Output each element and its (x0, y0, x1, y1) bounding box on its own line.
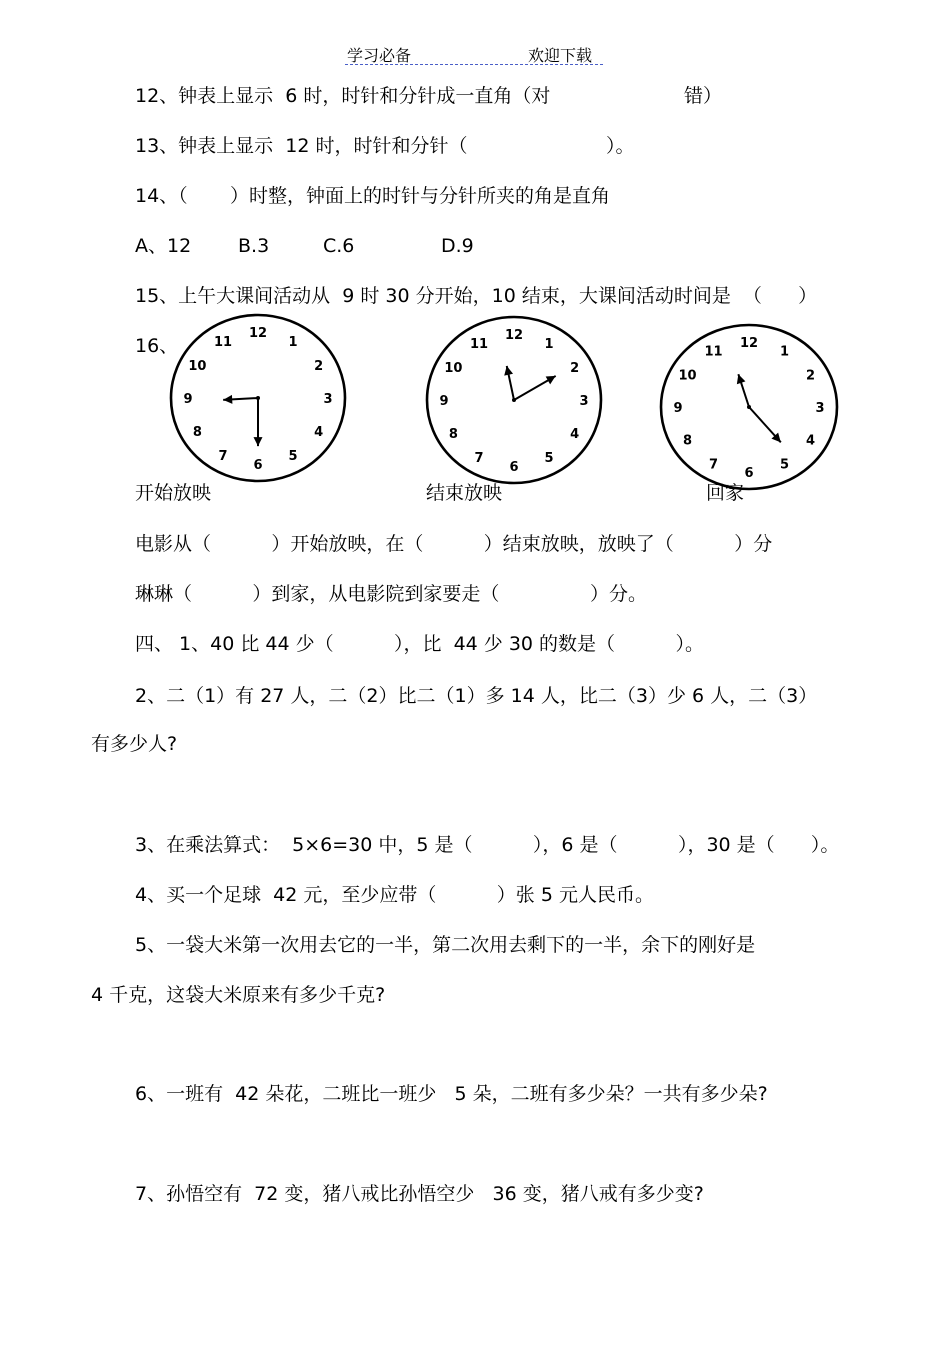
clock-number: 2 (570, 361, 580, 376)
clock-number: 7 (708, 457, 719, 473)
question-16-label: 16、 (135, 335, 179, 357)
clock-center (512, 398, 516, 402)
clock-center (747, 405, 751, 409)
question-14-option-a: A、12 (135, 235, 192, 257)
question-12: 12、钟表上显示 6 时，时针和分针成一直角（对 (135, 85, 551, 107)
clock-number: 6 (253, 458, 263, 473)
caption-home: 回家 (706, 482, 745, 504)
clock-number: 6 (744, 466, 754, 481)
clock-number: 9 (673, 401, 683, 416)
question-14-option-d: D.9 (441, 235, 474, 257)
clock-number: 8 (682, 433, 693, 449)
hour-hand (223, 395, 258, 404)
section-4-question-5: 5、一袋大米第一次用去它的一半，第二次用去剩下的一半，余下的刚好是 (135, 934, 756, 956)
hour-hand (737, 374, 749, 407)
clock-number: 11 (213, 334, 233, 350)
section-4-question-1: 四、 1、40 比 44 少（ ），比 44 少 30 的数是（ ）。 (135, 633, 704, 655)
minute-hand (749, 407, 781, 442)
clock-number: 10 (444, 361, 463, 376)
question-14-option-b: B.3 (238, 235, 270, 257)
clock-number: 4 (314, 425, 324, 440)
clock-number: 9 (183, 392, 193, 407)
question-16-line-2: 琳琳（ ）到家，从电影院到家要走（ ）分。 (135, 583, 647, 605)
minute-hand (514, 376, 556, 400)
clock-number: 12 (248, 326, 268, 341)
question-13: 13、钟表上显示 12 时，时针和分针（ (135, 135, 468, 157)
clock-number: 8 (192, 425, 202, 440)
clock-number: 11 (469, 336, 489, 352)
page-header (345, 40, 603, 65)
section-4-question-3: 3、在乘法算式： 5×6=30 中，5 是（ ），6 是（ ），30 是（ ）。 (135, 834, 840, 856)
clock-start (168, 312, 348, 484)
clock-number: 7 (218, 449, 228, 465)
clock-number: 10 (678, 368, 697, 384)
header-left-text: 学习必备 (347, 46, 412, 65)
question-13-close: ）。 (606, 135, 635, 157)
minute-hand (254, 398, 263, 446)
clock-number: 3 (579, 394, 589, 409)
clock-center (256, 396, 260, 400)
clock-number: 1 (779, 344, 790, 360)
clock-number: 4 (805, 433, 816, 449)
clock-number: 12 (739, 336, 759, 351)
clock-number: 10 (188, 359, 207, 374)
section-4-question-2-cont: 有多少人? (91, 733, 178, 755)
clock-number: 11 (704, 344, 723, 360)
hour-hand (504, 366, 514, 400)
clock-home (658, 322, 840, 492)
section-4-question-2: 2、二（1）有 27 人，二（2）比二（1）多 14 人，比二（3）少 6 人，二（3） (135, 685, 818, 707)
section-4-question-6: 6、一班有 42 朵花，二班比一班少 5 朵，二班有多少朵？一共有多少朵? (135, 1083, 768, 1105)
clock-number: 12 (504, 328, 524, 343)
clock-number: 8 (448, 427, 458, 442)
clock-number: 2 (805, 368, 816, 384)
clock-number: 5 (779, 457, 790, 473)
caption-start: 开始放映 (135, 482, 212, 504)
clock-end (424, 314, 604, 486)
clock-number: 9 (439, 394, 449, 409)
clock-number: 6 (509, 460, 519, 475)
clock-number: 5 (544, 451, 554, 467)
caption-end: 结束放映 (426, 482, 503, 504)
clock-number: 1 (288, 334, 298, 350)
clock-number: 1 (544, 336, 554, 352)
question-14: 14、（ ）时整，钟面上的时针与分针所夹的角是直角 (135, 185, 610, 207)
clock-number: 4 (570, 427, 580, 442)
section-4-question-4: 4、买一个足球 42 元，至少应带（ ）张 5 元人民币。 (135, 884, 654, 906)
clock-number: 3 (323, 392, 333, 407)
question-16-line-1: 电影从（ ）开始放映，在（ ）结束放映，放映了（ ）分 (135, 533, 773, 555)
clock-number: 5 (288, 449, 298, 465)
section-4-question-7: 7、孙悟空有 72 变，猪八戒比孙悟空少 36 变，猪八戒有多少变? (135, 1183, 704, 1205)
question-14-option-c: C.6 (323, 235, 355, 257)
clock-number: 7 (474, 451, 484, 467)
section-4-question-5-cont: 4 千克，这袋大米原来有多少千克? (91, 984, 386, 1006)
question-15: 15、上午大课间活动从 9 时 30 分开始，10 结束，大课间活动时间是 （ ） (135, 285, 818, 307)
clock-number: 2 (314, 359, 324, 374)
header-right-text: 欢迎下载 (528, 46, 593, 65)
clock-number: 3 (815, 401, 825, 416)
question-12-option-wrong: 错） (684, 85, 723, 107)
